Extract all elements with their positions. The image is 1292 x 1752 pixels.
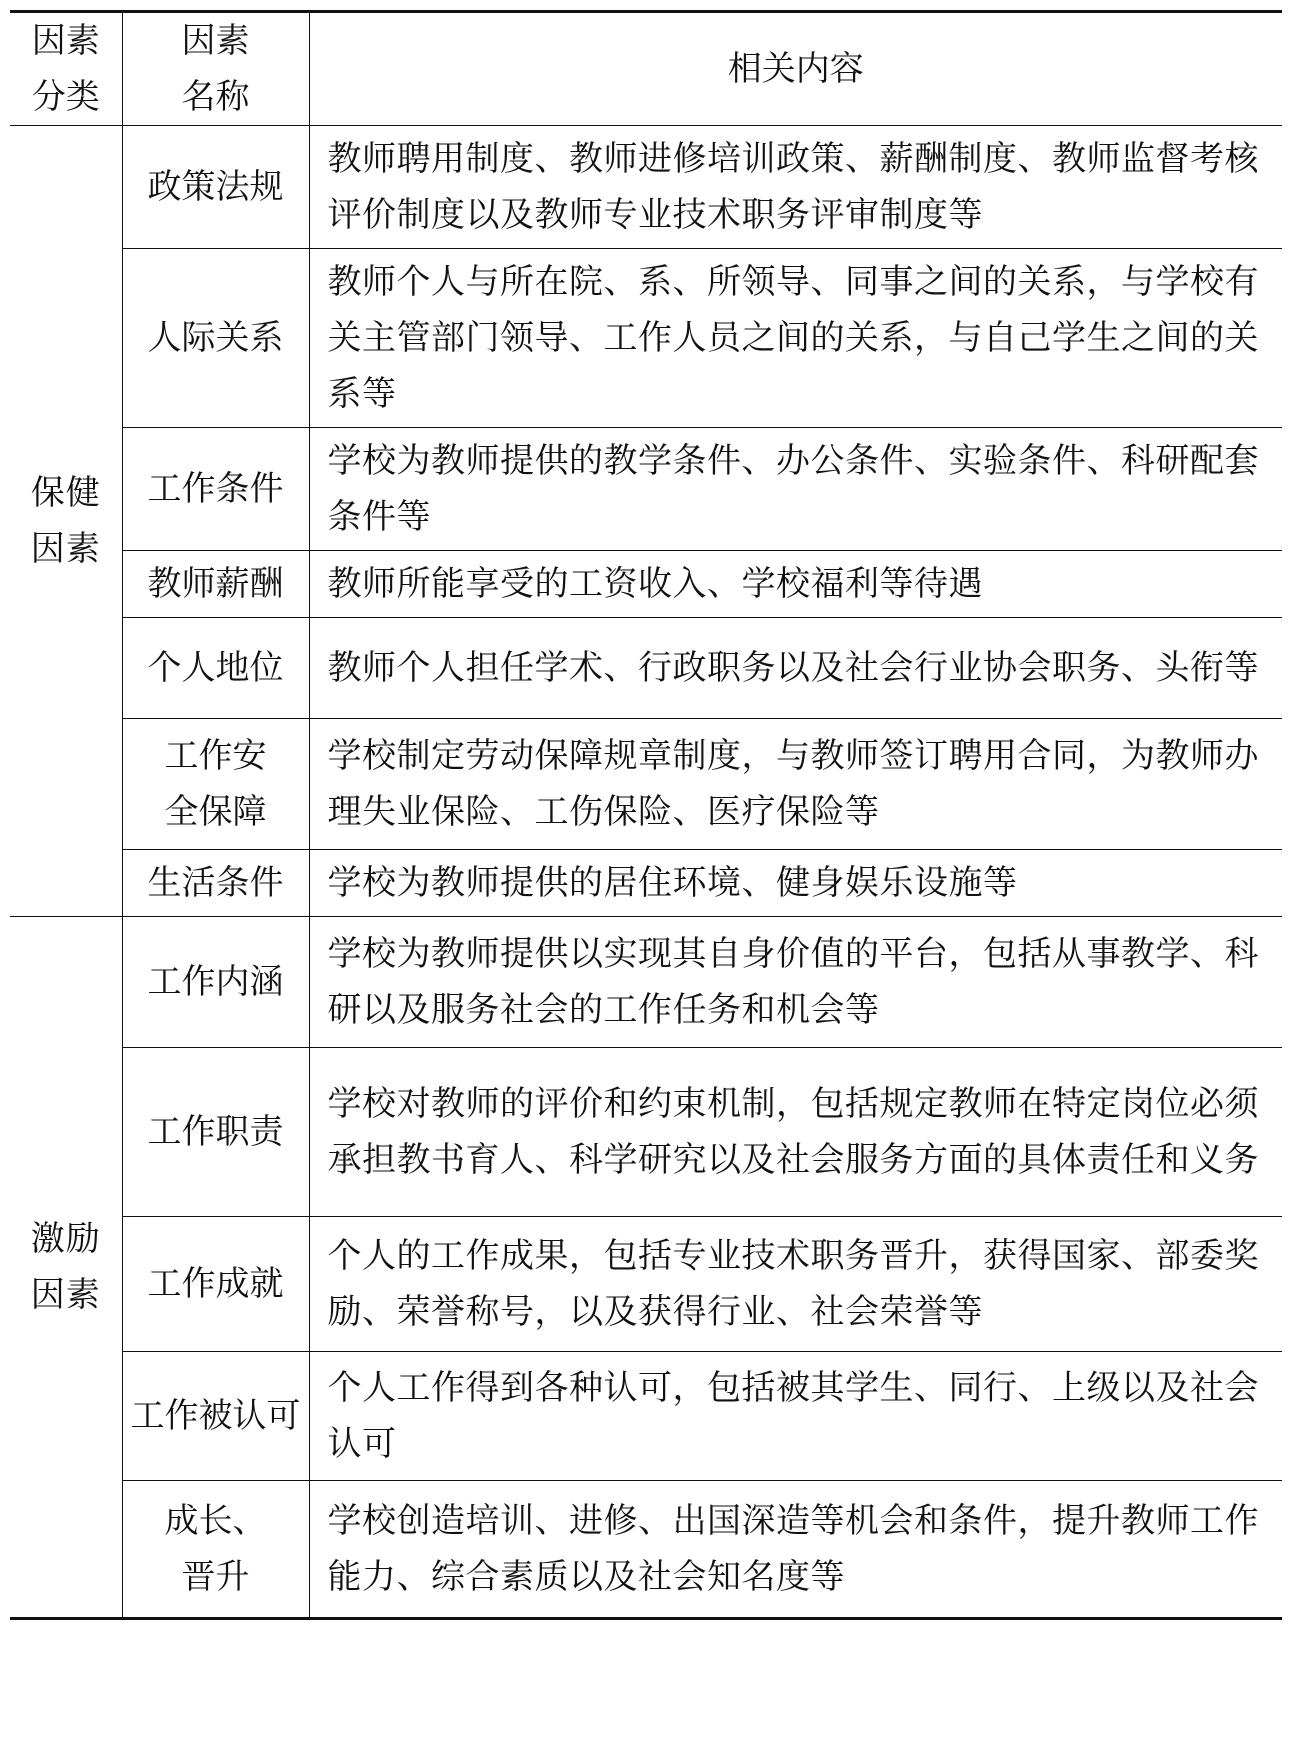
factor-name-line2: 全保障 [164,792,267,832]
factor-name: 工作被认可 [122,1352,309,1481]
header-category-line2: 分类 [31,77,100,117]
factor-content: 学校对教师的评价和约束机制，包括规定教师在特定岗位必须承担教书育人、科学研究以及社会服务方面的具体责任和义务 [309,1048,1282,1217]
table-row [10,1352,1282,1481]
factor-name: 人际关系 [122,249,309,428]
factor-name: 工作成就 [122,1217,309,1352]
factor-name-line2: 晋升 [181,1557,250,1597]
factor-content: 个人的工作成果，包括专业技术职务晋升，获得国家、部委奖励、荣誉称号，以及获得行业、社会荣誉等 [309,1217,1282,1352]
factor-content: 学校为教师提供的教学条件、办公条件、实验条件、科研配套条件等 [309,428,1282,551]
factor-content: 学校为教师提供的居住环境、健身娱乐设施等 [309,850,1282,917]
category-hygiene [10,126,122,917]
header-content: 相关内容 [309,12,1282,126]
category-line2: 因素 [30,529,101,569]
table-row [10,917,1282,1048]
table-row [10,850,1282,917]
table-row [10,428,1282,551]
table-row [10,126,1282,249]
factor-content: 学校制定劳动保障规章制度，与教师签订聘用合同，为教师办理失业保险、工伤保险、医疗保险等 [309,719,1282,850]
table-row [10,249,1282,428]
header-name-line2: 名称 [181,77,250,117]
table-row [10,719,1282,850]
table-row [10,1048,1282,1217]
factor-content: 教师聘用制度、教师进修培训政策、薪酬制度、教师监督考核评价制度以及教师专业技术职务评审制度等 [309,126,1282,249]
category-line1: 激励 [30,1219,101,1259]
factor-name: 政策法规 [122,126,309,249]
table-header [10,12,1282,126]
table-row [10,551,1282,618]
factor-name-line1: 工作安 [164,736,267,776]
factor-table [10,10,1282,1620]
factor-content: 教师个人与所在院、系、所领导、同事之间的关系，与学校有关主管部门领导、工作人员之间的关系，与自己学生之间的关系等 [309,249,1282,428]
category-line1: 保健 [30,473,101,513]
factor-name: 个人地位 [122,618,309,719]
header-category-line1: 因素 [31,21,100,61]
table-row [10,1481,1282,1619]
category-motivation [10,917,122,1619]
header-name-line1: 因素 [181,21,250,61]
factor-name: 工作内涵 [122,917,309,1048]
factor-content: 个人工作得到各种认可，包括被其学生、同行、上级以及社会认可 [309,1352,1282,1481]
factor-name [122,719,309,850]
factor-content: 学校为教师提供以实现其自身价值的平台，包括从事教学、科研以及服务社会的工作任务和机会等 [309,917,1282,1048]
factor-name: 工作职责 [122,1048,309,1217]
header-category [10,12,122,126]
factor-content: 学校创造培训、进修、出国深造等机会和条件，提升教师工作能力、综合素质以及社会知名度等 [309,1481,1282,1619]
table-row [10,618,1282,719]
factor-name-line1: 成长、 [164,1501,267,1541]
factor-name: 教师薪酬 [122,551,309,618]
header-name [122,12,309,126]
table-body [10,126,1282,1619]
factor-name: 工作条件 [122,428,309,551]
factor-name: 生活条件 [122,850,309,917]
category-line2: 因素 [30,1275,101,1315]
table-row [10,1217,1282,1352]
factor-content: 教师个人担任学术、行政职务以及社会行业协会职务、头衔等 [309,618,1282,719]
factor-content: 教师所能享受的工资收入、学校福利等待遇 [309,551,1282,618]
factor-name [122,1481,309,1619]
